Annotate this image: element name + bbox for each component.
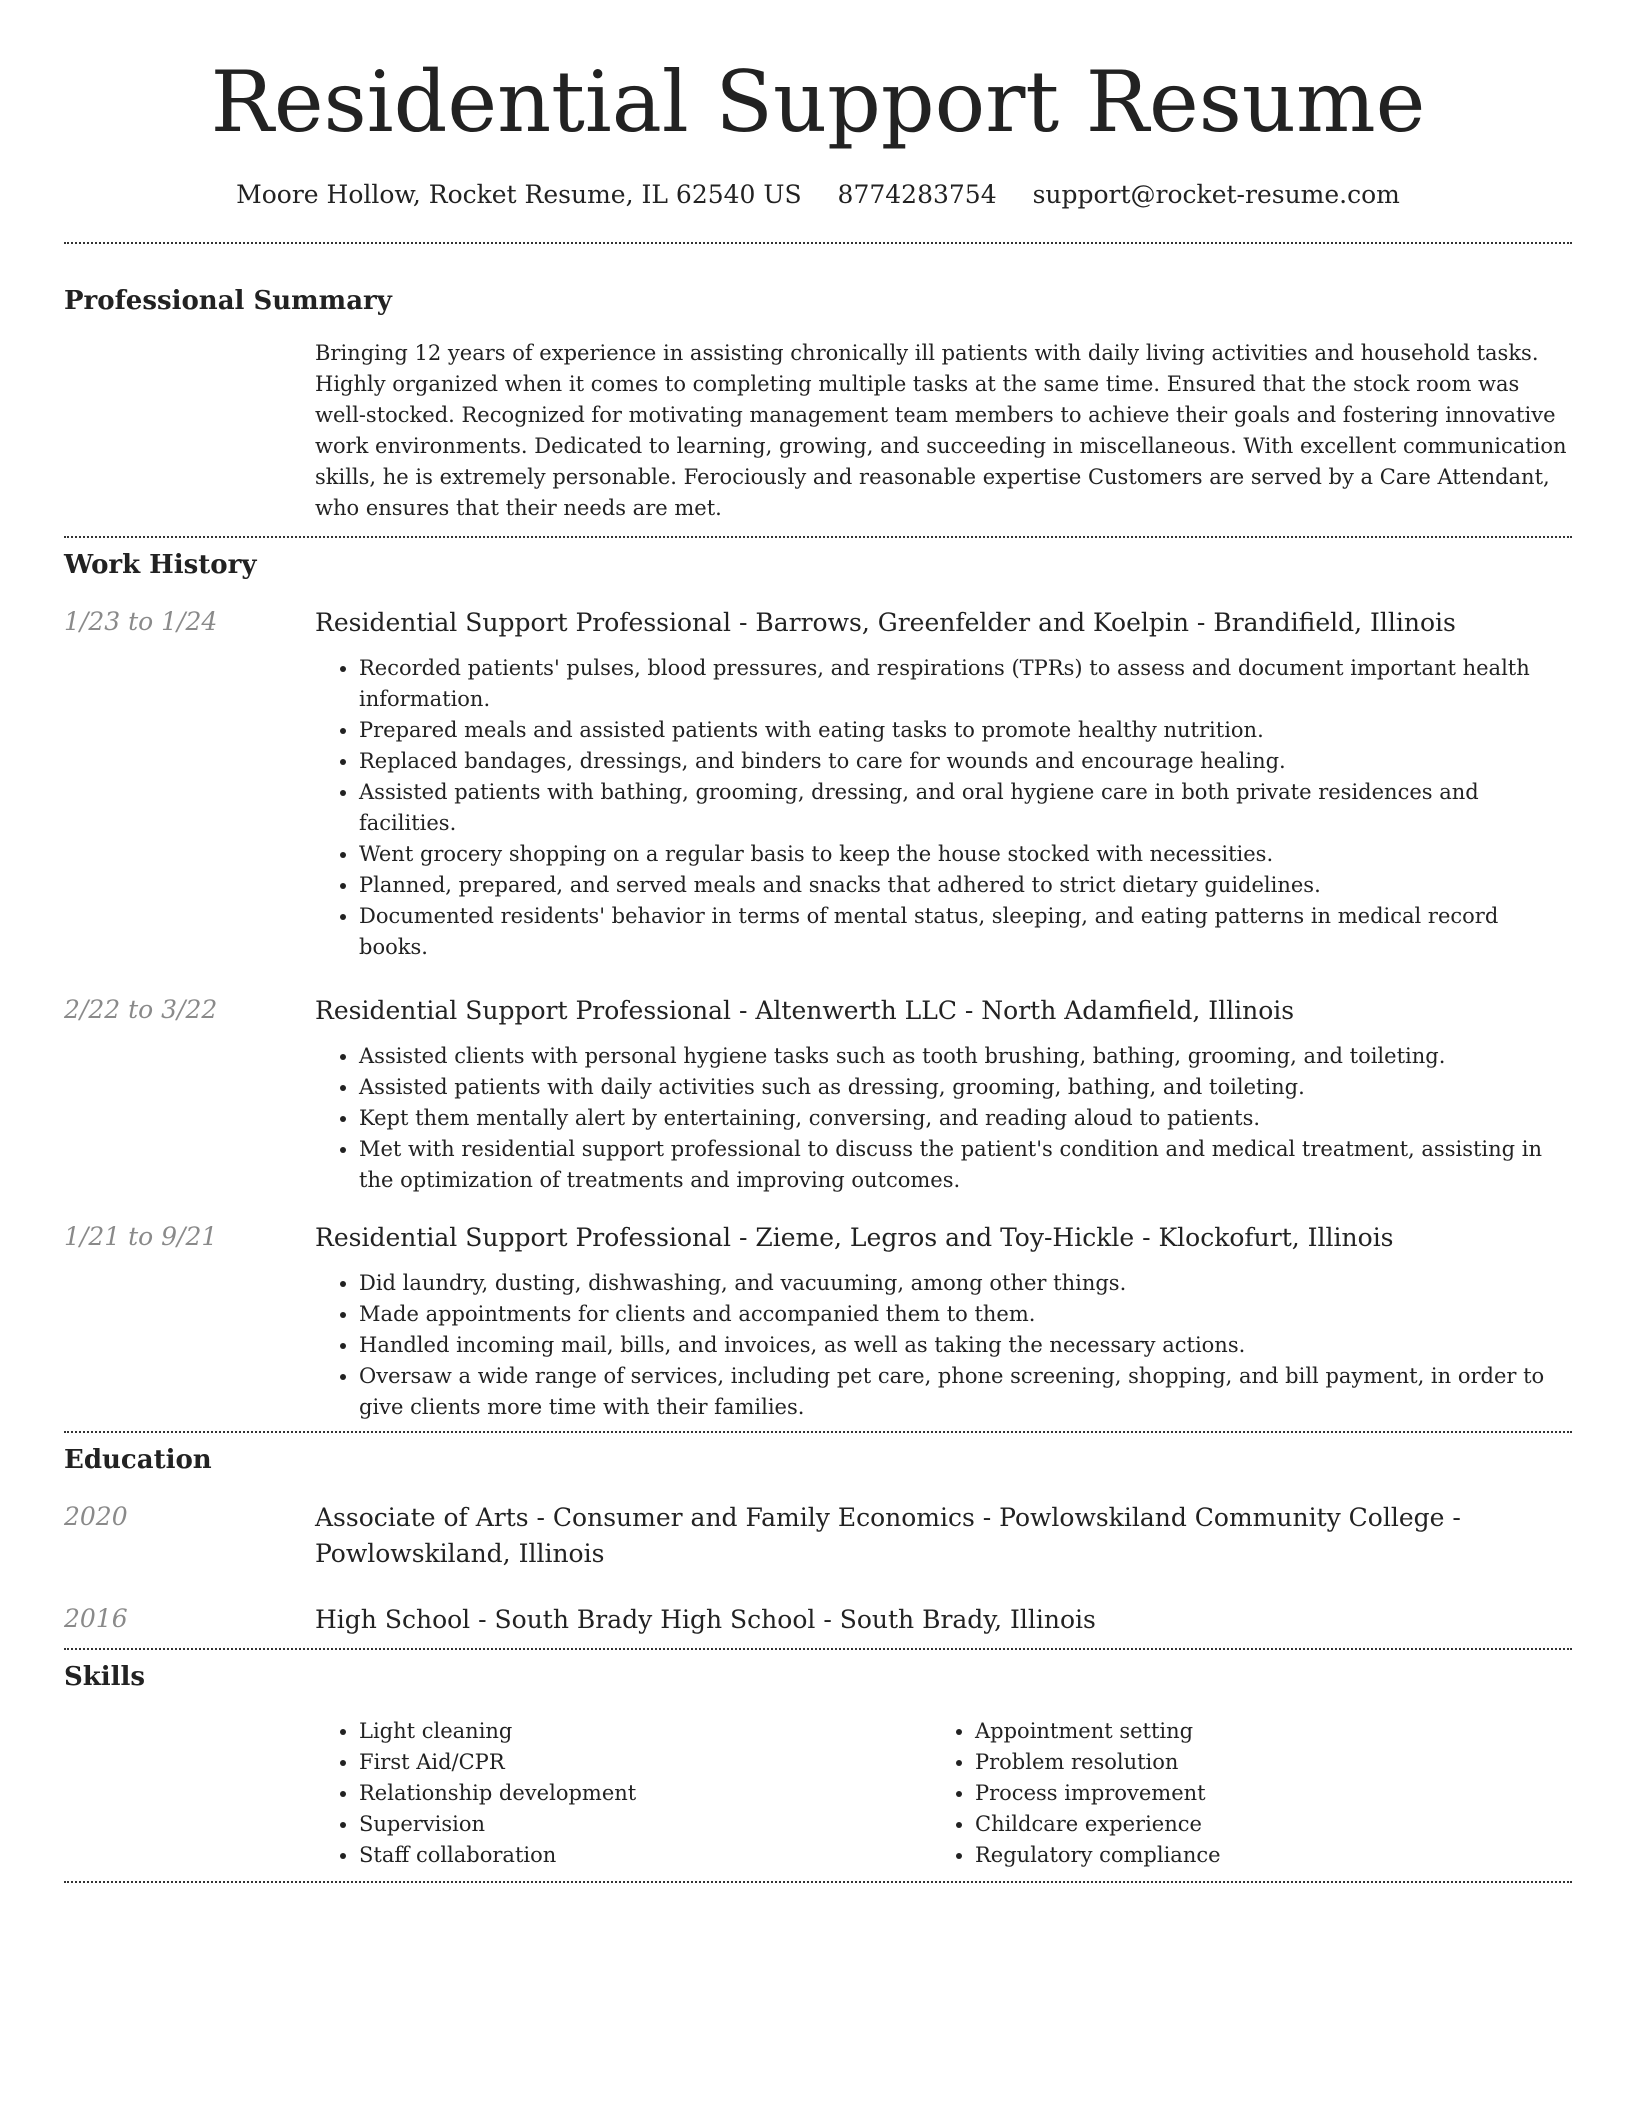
summary-text: Bringing 12 years of experience in assisting chronically ill patients with daily living activities and household tasks. Highly organized when it comes to completing multiple tasks at the same time. Ensured that the stock room was well-stocked. Recognized for motivating management team members to achieve their goals and fostering innovative work environments. Dedicated to learning, growing, and succeeding in miscellaneous. With excellent communication skills, he is extremely personable. Ferociously and reasonable expertise Customers are served by a Care Attendant, who ensures that their needs are met. [315, 341, 1567, 520]
job-entry [64, 993, 1572, 1196]
job-heading: Residential Support Professional - Altenwerth LLC - North Adamfield, Illinois [315, 996, 1295, 1025]
education-heading-text: Associate of Arts - Consumer and Family Economics - Powlowskiland Community College - Powlowskiland, Illinois [315, 1503, 1461, 1568]
skills-section [64, 1660, 1572, 1871]
job-heading: Residential Support Professional - Barrows, Greenfelder and Koelpin - Brandifield, Illinois [315, 608, 1456, 637]
list-item: • Assisted clients with personal hygiene tasks such as tooth brushing, bathing, grooming, and toileting. [359, 1041, 1572, 1072]
job-entry [64, 605, 1572, 963]
skills-heading: Skills [64, 1662, 146, 1692]
contact-email: support@rocket-resume.com [1032, 180, 1400, 209]
list-item: • Recorded patients' pulses, blood pressures, and respirations (TPRs) to assess and document important health information. [359, 653, 1572, 715]
list-item: • Light cleaning [359, 1716, 931, 1747]
education-heading: Education [64, 1445, 212, 1475]
contact-address: Moore Hollow, Rocket Resume, IL 62540 US [236, 180, 802, 209]
list-item: • Relationship development [359, 1778, 931, 1809]
list-item: • Met with residential support professional to discuss the patient's condition and medical treatment, assisting in the optimization of treatments and improving outcomes. [359, 1134, 1572, 1196]
work-history-section [64, 548, 1572, 1423]
divider [64, 1648, 1572, 1650]
skills-list-left [315, 1716, 931, 1871]
list-item: • Supervision [359, 1809, 931, 1840]
work-history-heading: Work History [64, 550, 257, 580]
education-year: 2020 [64, 1502, 128, 1531]
divider [64, 1881, 1572, 1883]
list-item: • Problem resolution [975, 1747, 1547, 1778]
job-heading: Residential Support Professional - Zieme, Legros and Toy-Hickle - Klockofurt, Illinois [315, 1223, 1394, 1252]
list-item: • Assisted patients with bathing, grooming, dressing, and oral hygiene care in both private residences and facilities. [359, 777, 1572, 839]
list-item: • Went grocery shopping on a regular basis to keep the house stocked with necessities. [359, 839, 1572, 870]
job-dates: 1/23 to 1/24 [64, 607, 218, 636]
resume-title: Residential Support Resume [210, 53, 1426, 151]
list-item: • Kept them mentally alert by entertaining, conversing, and reading aloud to patients. [359, 1103, 1572, 1134]
skills-list-right [931, 1716, 1547, 1871]
job-bullets [315, 1268, 1572, 1423]
list-item: • Childcare experience [975, 1809, 1547, 1840]
education-heading-text: High School - South Brady High School - South Brady, Illinois [315, 1605, 1096, 1634]
list-item: • First Aid/CPR [359, 1747, 931, 1778]
education-section [64, 1443, 1572, 1638]
list-item: • Oversaw a wide range of services, including pet care, phone screening, shopping, and bill payment, in order to give clients more time with their families. [359, 1361, 1572, 1423]
list-item: • Handled incoming mail, bills, and invoices, as well as taking the necessary actions. [359, 1330, 1572, 1361]
education-entry [64, 1602, 1572, 1638]
divider [64, 242, 1572, 244]
job-bullets [315, 653, 1572, 963]
job-dates: 1/21 to 9/21 [64, 1222, 218, 1251]
list-item: • Process improvement [975, 1778, 1547, 1809]
list-item: • Prepared meals and assisted patients with eating tasks to promote healthy nutrition. [359, 715, 1572, 746]
list-item: • Assisted patients with daily activities such as dressing, grooming, bathing, and toileting. [359, 1072, 1572, 1103]
list-item: • Staff collaboration [359, 1840, 931, 1871]
education-entry [64, 1500, 1572, 1572]
contact-line [64, 178, 1572, 212]
list-item: • Regulatory compliance [975, 1840, 1547, 1871]
list-item: • Appointment setting [975, 1716, 1547, 1747]
summary-section [64, 284, 1572, 524]
contact-phone: 8774283754 [837, 180, 997, 209]
list-item: • Documented residents' behavior in terms of mental status, sleeping, and eating patterns in medical record books. [359, 901, 1572, 963]
summary-heading: Professional Summary [64, 286, 392, 316]
job-dates: 2/22 to 3/22 [64, 995, 218, 1024]
list-item: • Planned, prepared, and served meals and snacks that adhered to strict dietary guidelines. [359, 870, 1572, 901]
education-year: 2016 [64, 1604, 128, 1633]
divider [64, 536, 1572, 538]
list-item: • Did laundry, dusting, dishwashing, and vacuuming, among other things. [359, 1268, 1572, 1299]
resume-page [64, 0, 1572, 1883]
divider [64, 1431, 1572, 1433]
job-bullets [315, 1041, 1572, 1196]
list-item: • Replaced bandages, dressings, and binders to care for wounds and encourage healing. [359, 746, 1572, 777]
job-entry [64, 1220, 1572, 1423]
list-item: • Made appointments for clients and accompanied them to them. [359, 1299, 1572, 1330]
